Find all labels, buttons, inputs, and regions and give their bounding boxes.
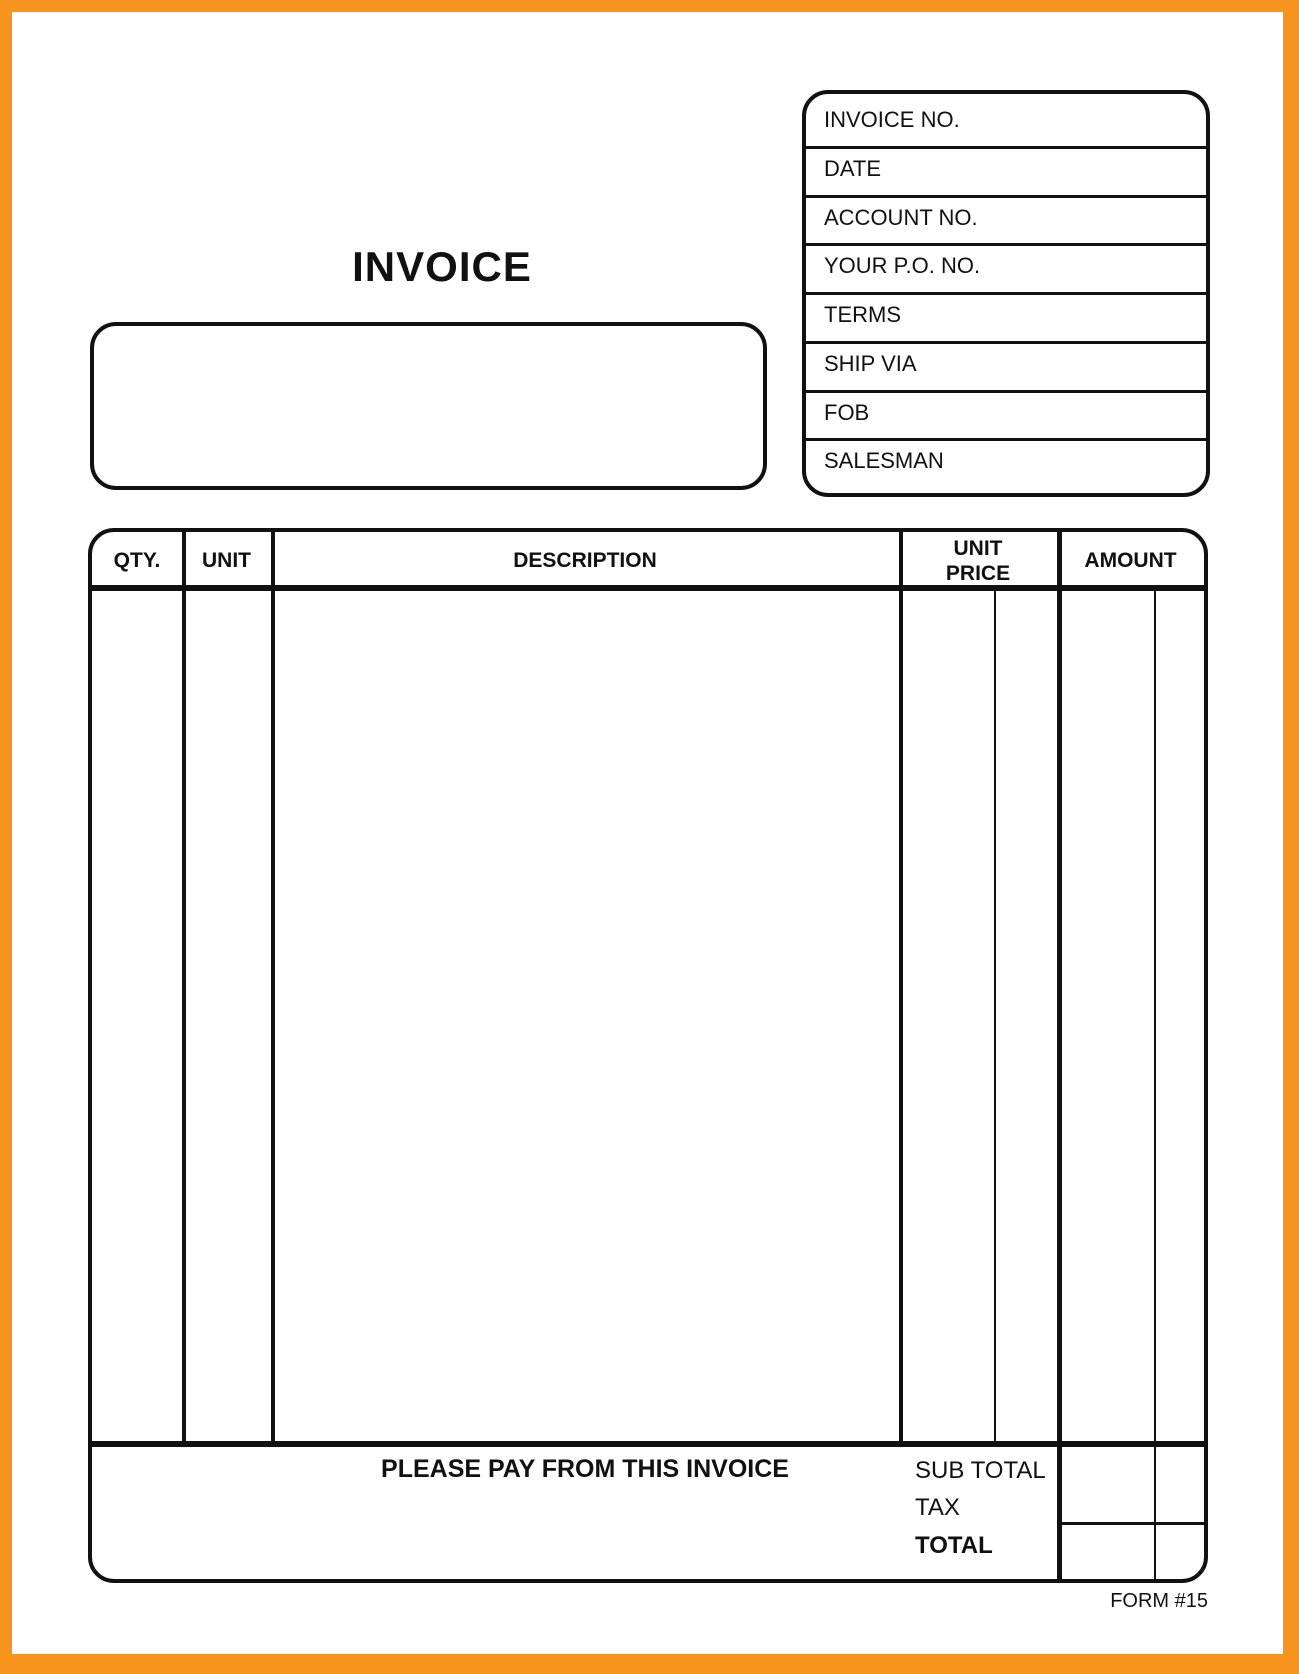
invoice-no-label: INVOICE NO. — [824, 107, 960, 132]
unit-price-header-line1: UNIT — [953, 536, 1003, 560]
date-label: DATE — [824, 155, 882, 181]
qty-unit-divider — [182, 532, 186, 1447]
header-bottom-rule — [92, 585, 1204, 591]
page-title: INVOICE — [352, 243, 532, 290]
unit-column-header: UNIT — [202, 548, 251, 572]
form-number-text: FORM #15 — [1110, 1590, 1208, 1612]
amount-cents-divider — [1154, 589, 1156, 1579]
unit-price-column-header — [899, 532, 1057, 589]
fob-label: FOB — [824, 399, 870, 425]
totals-top-rule — [92, 1441, 1204, 1447]
info-row-ship-via — [806, 341, 1206, 390]
info-row-po-no — [806, 243, 1206, 292]
ship-via-label: SHIP VIA — [824, 350, 917, 376]
info-row-date — [806, 146, 1206, 195]
account-no-label: ACCOUNT NO. — [824, 204, 978, 230]
sub-total-label: SUB TOTAL — [915, 1457, 1046, 1484]
terms-label: TERMS — [824, 302, 901, 327]
invoice-info-rows — [806, 100, 1206, 487]
info-row-terms — [806, 292, 1206, 341]
invoice-info-box — [802, 90, 1210, 497]
unitprice-cents-divider — [994, 589, 996, 1447]
salesman-label: SALESMAN — [824, 448, 944, 474]
line-items-table — [88, 528, 1208, 1583]
unit-price-header-line2: PRICE — [945, 561, 1011, 585]
info-row-invoice-no — [806, 100, 1206, 146]
total-box-divider-rule — [1057, 1522, 1204, 1525]
description-unitprice-divider — [899, 532, 903, 1447]
customer-address-box — [90, 322, 767, 490]
unit-description-divider — [271, 532, 275, 1447]
info-row-account-no — [806, 195, 1206, 244]
amount-column-header: AMOUNT — [1084, 548, 1177, 572]
info-row-salesman — [806, 438, 1206, 487]
qty-column-header: QTY. — [113, 548, 161, 572]
info-row-fob — [806, 390, 1206, 439]
description-column-header: DESCRIPTION — [513, 548, 657, 572]
po-no-label: YOUR P.O. NO. — [824, 253, 981, 279]
total-label: TOTAL — [915, 1532, 993, 1559]
unitprice-amount-divider — [1057, 532, 1062, 1579]
tax-label: TAX — [915, 1494, 960, 1521]
pay-notice-text: PLEASE PAY FROM THIS INVOICE — [381, 1455, 789, 1483]
